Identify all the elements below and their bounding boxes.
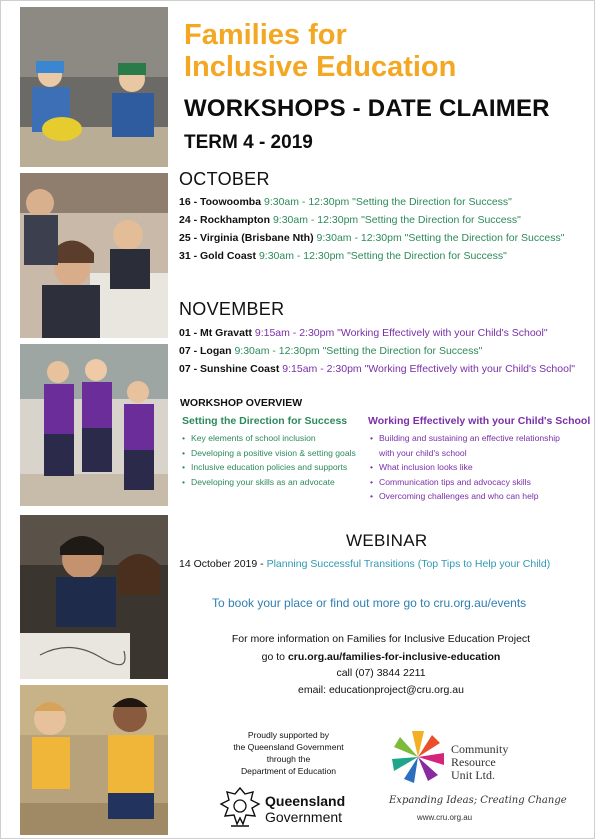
info-phone: call (07) 3844 2211 <box>336 667 426 679</box>
support-text <box>216 729 361 777</box>
overview-left-list <box>181 431 356 489</box>
crest-icon <box>219 786 261 830</box>
page-title <box>184 19 456 83</box>
term-label: TERM 4 - 2019 <box>184 132 313 153</box>
workshop-title: "Setting the Direction for Success" <box>352 196 512 208</box>
workshop-time: 9:30am - 12:30pm <box>258 250 345 262</box>
workshop-title: "Setting the Direction for Success" <box>347 250 507 262</box>
workshop-title: "Working Effectively with your Child's School" <box>337 327 548 339</box>
workshop-title: "Setting the Direction for Success" <box>322 345 483 357</box>
list-item-continuation: with your child's school <box>379 447 467 458</box>
cru-url[interactable]: www.cru.org.au <box>417 813 473 822</box>
list-item: • What inclusion looks like <box>369 460 560 475</box>
workshop-title: "Working Effectively with your Child's School" <box>364 363 575 375</box>
cru-name-line: Unit Ltd. <box>451 768 495 782</box>
workshop-location: 25 - Virginia (Brisbane Nth) <box>179 232 314 244</box>
overview-left-title: Setting the Direction for Success <box>182 415 348 427</box>
photo-children-playing <box>20 685 168 835</box>
workshop-time: 9:30am - 12:30pm <box>316 232 402 244</box>
project-link[interactable]: cru.org.au/families-for-inclusive-education <box>287 651 501 663</box>
workshop-location: 16 - Toowoomba <box>179 196 262 208</box>
webinar-heading: WEBINAR <box>346 531 428 550</box>
webinar-row <box>179 558 550 570</box>
cru-logo <box>387 729 567 824</box>
photo-students-uniforms <box>20 344 168 506</box>
info-email[interactable]: email: educationproject@cru.org.au <box>298 684 464 696</box>
overview-right-title: Working Effectively with your Child's School <box>368 415 591 427</box>
workshop-time: 9:30am - 12:30pm <box>263 196 350 208</box>
photo-children-reading <box>20 7 168 167</box>
month-heading-october: OCTOBER <box>179 169 270 189</box>
workshop-row <box>179 232 564 245</box>
workshop-time: 9:15am - 2:30pm <box>282 363 362 375</box>
workshop-location: 01 - Mt Gravatt <box>179 327 252 339</box>
queensland-government-logo <box>219 786 359 830</box>
workshop-location: 07 - Logan <box>179 345 232 357</box>
cru-tagline: Expanding Ideas; Creating Change <box>389 795 567 806</box>
support-line: through the <box>266 754 311 764</box>
month-heading-november: NOVEMBER <box>179 299 285 319</box>
workshop-row <box>179 327 548 340</box>
workshop-location: 31 - Gold Coast <box>179 250 257 262</box>
subtitle: WORKSHOPS - DATE CLAIMER <box>184 95 550 122</box>
list-item: • Overcoming challenges and who can help <box>369 489 560 504</box>
workshop-location: 24 - Rockhampton <box>179 214 271 226</box>
list-item: • Key elements of school inclusion <box>181 431 356 446</box>
list-item: • Communication tips and advocacy skills <box>369 475 560 490</box>
list-item: • Building and sustaining an effective relationship <box>369 431 560 446</box>
support-line: the Queensland Government <box>233 742 344 752</box>
workshop-title: "Setting the Direction for Success" <box>361 214 521 226</box>
info-goto: go to <box>261 651 286 663</box>
qld-name: Queensland <box>265 793 346 809</box>
workshop-title: "Setting the Direction for Success" <box>404 232 565 244</box>
cru-name-line: Community <box>451 742 509 756</box>
info-url-line <box>176 651 586 663</box>
support-line: Department of Education <box>240 766 337 776</box>
list-item: • Developing your skills as an advocate <box>181 475 356 490</box>
workshop-row <box>179 214 521 227</box>
info-line: For more information on Families for Inclusive Education Project <box>231 633 531 645</box>
workshop-row <box>179 196 512 209</box>
webinar-date: 14 October 2019 - <box>179 558 264 570</box>
webinar-title: Planning Successful Transitions (Top Tips to Help your Child) <box>266 558 551 570</box>
cru-name <box>451 743 508 782</box>
workshop-row <box>179 250 507 263</box>
title-line-2: Inclusive Education <box>184 51 457 83</box>
workshop-row <box>179 363 575 376</box>
booking-link[interactable]: To book your place or find out more go to cru.org.au/events <box>212 596 527 610</box>
workshop-row <box>179 345 482 358</box>
list-item: • Inclusive education policies and supports <box>181 460 356 475</box>
photo-students-classroom <box>20 173 168 338</box>
photo-student-drawing <box>20 515 168 679</box>
workshop-location: 07 - Sunshine Coast <box>179 363 280 375</box>
overview-heading: WORKSHOP OVERVIEW <box>180 397 303 409</box>
list-item: • Developing a positive vision & setting goals <box>181 446 356 461</box>
overview-right-list <box>369 431 560 504</box>
title-line-1: Families for <box>184 19 347 51</box>
qld-sub: Government <box>265 809 343 825</box>
workshop-time: 9:30am - 12:30pm <box>234 345 320 357</box>
cru-name-line: Resource <box>451 755 496 769</box>
support-line: Proudly supported by <box>247 730 330 740</box>
workshop-time: 9:30am - 12:30pm <box>272 214 359 226</box>
workshop-time: 9:15am - 2:30pm <box>254 327 335 339</box>
pinwheel-logo-icon <box>387 729 449 785</box>
